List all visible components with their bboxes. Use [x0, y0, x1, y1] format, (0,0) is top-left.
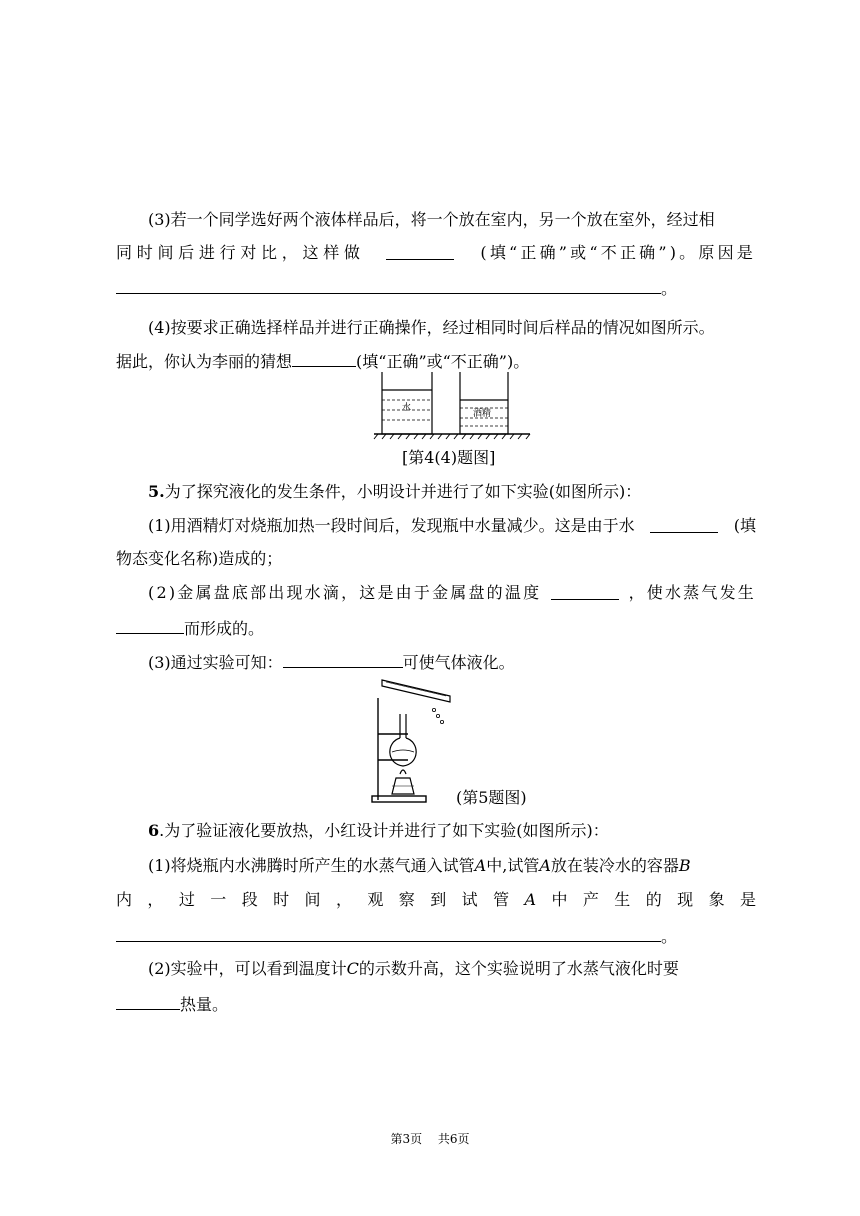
q5-part1-line1	[148, 516, 756, 536]
variable-a: A	[524, 890, 537, 909]
q6-part1-char: 观	[367, 890, 384, 909]
q5-part2-line2	[116, 617, 756, 639]
q4-part4-line1: (4)按要求正确选择样品并进行正确操作，经过相同时间后样品的情况如图所示。	[148, 318, 715, 337]
q6-part1-text-c: 放在装冷水的容器	[550, 856, 679, 875]
q6-stem	[148, 821, 756, 841]
water-drops	[432, 708, 443, 723]
q4-part3-char: 后	[178, 243, 195, 262]
q6-part1-line2	[116, 890, 756, 910]
page-total: 共6页	[437, 1132, 470, 1146]
q4-part3-char: 比	[261, 243, 278, 262]
period: 。	[661, 279, 678, 298]
page-footer	[0, 1130, 860, 1147]
q4-part3-char: ，	[281, 243, 298, 262]
q4-part3-char: 间	[157, 243, 174, 262]
alcohol-lamp	[392, 770, 414, 794]
q4-part3-line2-text	[116, 243, 360, 263]
q6-part2-text-c: 热量。	[180, 995, 229, 1014]
liquefaction-apparatus-figure	[366, 678, 456, 804]
q6-part1-char: 间	[304, 890, 321, 909]
q4-part3-char: 样	[323, 243, 340, 262]
q6-part1-char: 生	[614, 890, 631, 909]
q5-part2-text-a: (2)金属盘底部出现水滴，这是由于金属盘的温度	[148, 583, 542, 602]
q6-part1-char: ，	[147, 890, 164, 909]
q6-part1-char: 段	[241, 890, 258, 909]
q4-part3-char: 行	[219, 243, 236, 262]
q4-part3-line1: (3)若一个同学选好两个液体样品后，将一个放在室内，另一个放在室外，经过相	[148, 210, 715, 229]
q5-stem	[148, 482, 756, 502]
q6-stem-text: .为了验证液化要放热，小红设计并进行了如下实验(如图所示)：	[159, 821, 609, 840]
q4-part3-line2	[116, 243, 756, 263]
q6-part1-char: 察	[398, 890, 415, 909]
answer-blank[interactable]	[116, 925, 661, 942]
q4-part4-line2	[116, 350, 756, 372]
q6-part1-char: 内	[116, 890, 133, 909]
q6-part1-char: 时	[273, 890, 290, 909]
q6-part1-text-b: 中,试管	[486, 856, 540, 875]
q6-part1-char: 一	[210, 890, 227, 909]
q4-part4-text-b: (填“正确”或“不正确”)。	[356, 352, 530, 371]
q4-part4-text-a: 据此，你认为李丽的猜想	[116, 352, 293, 371]
period: 。	[661, 927, 678, 946]
answer-blank[interactable]	[116, 617, 184, 634]
q5-part1-line2: 物态变化名称)造成的；	[116, 549, 283, 568]
q4-part3-line3	[116, 277, 756, 299]
flask	[390, 714, 416, 766]
page-number: 第3页	[390, 1132, 423, 1146]
q5-part3-line	[148, 651, 756, 673]
figure-caption-4-4: [第4(4)题图]	[402, 448, 496, 467]
answer-blank[interactable]	[551, 583, 619, 600]
question-number: 6	[148, 821, 160, 840]
q6-part1-line3	[116, 925, 756, 947]
metal-plate	[382, 680, 450, 702]
q6-part1-text-a: (1)将烧瓶内水沸腾时所产生的水蒸气通入试管	[148, 856, 475, 875]
q5-part3-text-b: 可使气体液化。	[402, 653, 515, 672]
answer-blank[interactable]	[116, 277, 661, 294]
q4-part3-char: 做	[343, 243, 360, 262]
water-label: 水	[402, 403, 412, 413]
figure-caption-5: (第5题图)	[456, 788, 527, 807]
q6-part1-char: ，	[335, 890, 352, 909]
variable-a: A	[539, 856, 551, 875]
q6-part2-text-a: (2)实验中，可以看到温度计	[148, 959, 347, 978]
q6-part1-char: 的	[645, 890, 662, 909]
q5-part1-text-a: (1)用酒精灯对烧瓶加热一段时间后，发现瓶中水量减少。这是由于水	[148, 516, 635, 535]
q6-part2-line2	[116, 993, 756, 1015]
q5-part2-text-b: ，使水蒸气发生	[628, 583, 756, 602]
q6-part2-line1	[148, 959, 756, 979]
q6-part2-text-b: 的示数升高，这个实验说明了水蒸气液化时要	[358, 959, 679, 978]
answer-blank[interactable]	[650, 516, 718, 533]
q4-part3-char: 进	[198, 243, 215, 262]
q6-part1-char: 试	[461, 890, 478, 909]
q6-part1-line1	[148, 856, 756, 876]
alcohol-beaker	[460, 372, 508, 434]
q6-part1-char: 现	[677, 890, 694, 909]
q4-part3-char: 时	[136, 243, 153, 262]
answer-blank[interactable]	[292, 350, 356, 367]
q5-part2-line1	[148, 583, 756, 603]
q6-part1-char: 管	[493, 890, 510, 909]
q6-part1-char: 象	[708, 890, 725, 909]
q6-part1-char: 过	[178, 890, 195, 909]
beakers-figure	[372, 370, 532, 440]
q6-part1-char: 是	[739, 890, 756, 909]
q6-part1-char: 中	[551, 890, 568, 909]
q5-part1-text-b: (填	[733, 516, 756, 535]
q4-part3-char: 对	[240, 243, 257, 262]
answer-blank[interactable]	[116, 993, 180, 1010]
q4-part3-fill-hint: (填“正确”或“不正确”)。原因是	[480, 243, 756, 262]
question-number: 5.	[148, 482, 165, 501]
answer-blank[interactable]	[283, 651, 403, 668]
q6-part1-char: 到	[430, 890, 447, 909]
q4-part3-char: 同	[116, 243, 133, 262]
alcohol-label: 酒精	[473, 409, 492, 419]
variable-a: A	[474, 856, 487, 875]
variable-c: C	[346, 959, 359, 978]
answer-blank[interactable]	[386, 243, 454, 260]
table-surface	[374, 434, 530, 439]
q5-part2-text-c: 而形成的。	[184, 619, 265, 638]
variable-b: B	[678, 856, 691, 875]
q5-part3-text-a: (3)通过实验可知：	[148, 653, 283, 672]
q6-part1-char: 产	[582, 890, 599, 909]
q4-part3-char: 这	[302, 243, 319, 262]
q5-stem-text: 为了探究液化的发生条件，小明设计并进行了如下实验(如图所示)：	[164, 482, 642, 501]
